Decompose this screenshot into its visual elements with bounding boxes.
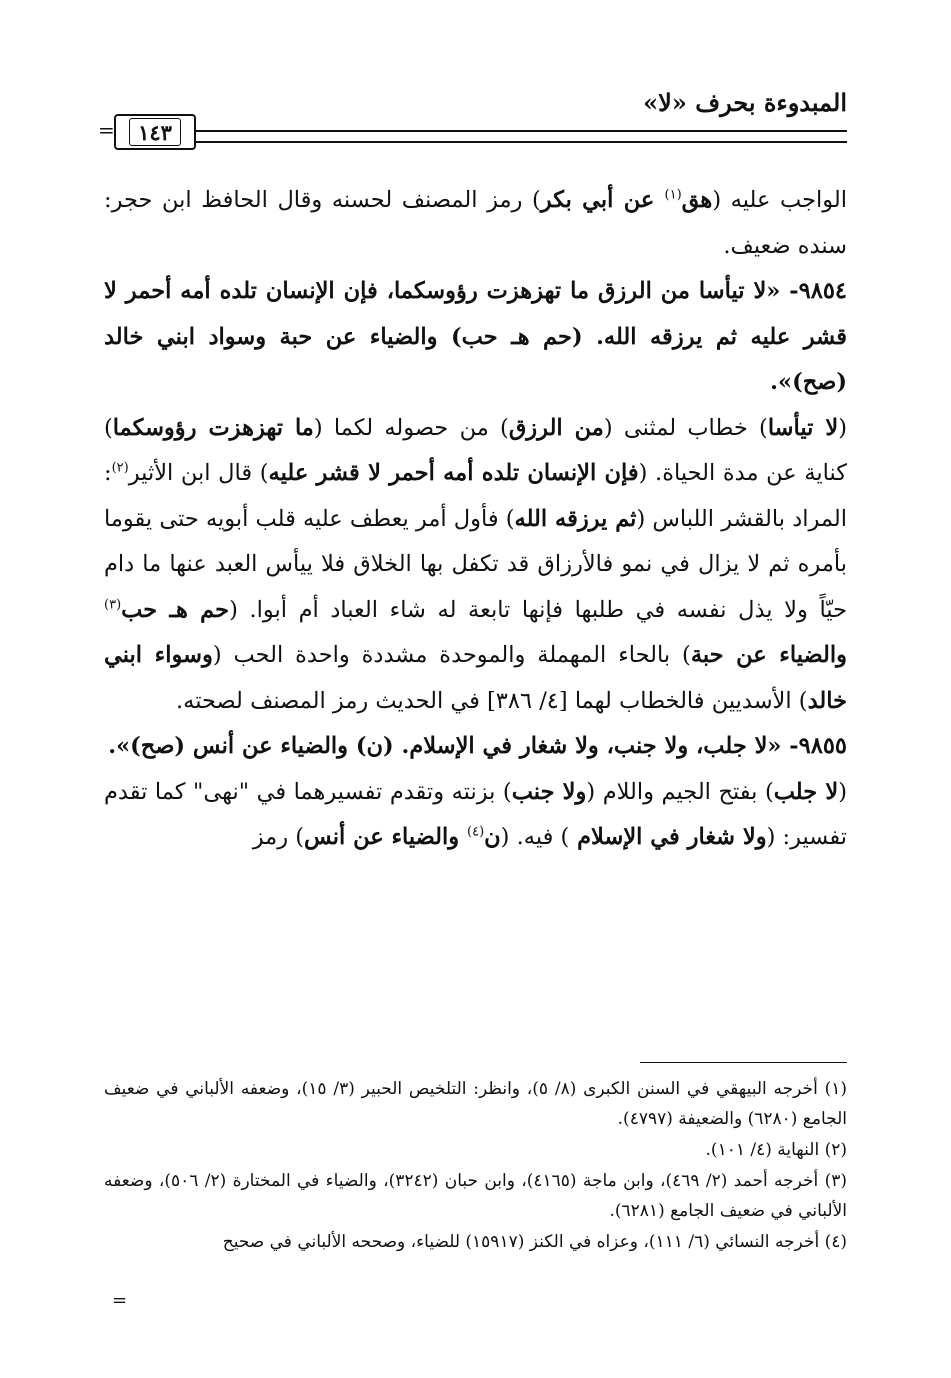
bold-run: هق: [681, 187, 713, 213]
main-text: [104, 178, 847, 861]
page-number: ١٤٣: [129, 118, 181, 146]
text-run: (: [838, 414, 848, 441]
text-run: (: [838, 778, 847, 805]
header-rule: [195, 130, 847, 143]
bold-run: والضياء عن أنس: [304, 824, 467, 850]
continuation-mark: =: [112, 1290, 128, 1311]
text-run: ) الأسديين فالخطاب لهما [٤/ ٣٨٦] في الحديث رمز المصنف لصحته.: [176, 687, 808, 714]
text-run: ) خطاب لمثنى (: [603, 414, 768, 441]
text-run: ) بفتح الجيم واللام (: [586, 778, 774, 805]
footnote-1: (١) أخرجه البيهقي في السنن الكبرى (٨/ ٥)، وانظر: التلخيص الحبير (٣/ ١٥)، وضعفه الألباني في ضعيف الجامع (٦٢٨٠) والضعيفة (٤٧٩٧).: [104, 1079, 847, 1129]
hadith-text: ٩٨٥٥- «لا جلب، ولا جنب، ولا شغار في الإسلام. (ن) والضياء عن أنس (صح)».: [108, 733, 847, 759]
footnote-2: (٢) النهاية (٤/ ١٠١).: [705, 1140, 847, 1160]
footnote-separator: [640, 1062, 847, 1063]
text-run: ) قال ابن الأثير: [128, 460, 269, 486]
hadith-text: ٩٨٥٤- «لا تيأسا من الرزق ما تهزهزت رؤوسكما، فإن الإنسان تلده أمه أحمر لا قشر عليه ثم يرزقه الله. (حم هـ حب) والضياء عن حبة وسواد ابني خالد (صح)».: [104, 278, 847, 395]
text-run: ) بالحاء المهملة والموحدة مشددة واحدة الحب (: [212, 642, 691, 668]
bold-run: ثم يرزقه الله: [514, 505, 637, 532]
bold-run: والضياء عن حبة: [690, 642, 847, 668]
text-run: ) بزنته وتقدم تفسيرهما في "نهى" كما تقدم تفسير: (: [104, 778, 847, 850]
footnote-ref-4: (٤): [467, 824, 485, 840]
bold-run: ولا جنب: [511, 778, 587, 805]
commentary-9854: [104, 406, 847, 725]
hadith-9854: [104, 269, 847, 406]
text-run: ) فأول أمر يعطف عليه قلب أبويه حتى يقوما بأمره ثم لا يزال في نمو فالأرزاق قد تكفل بها الخلاق فلا ييأس العبد عنها ما دام حيّاً ولا يذل نفسه في طلبها فإنها تابعة له شاء العباد أم أبوا. (: [104, 505, 847, 623]
footnote-ref-1: (١): [664, 187, 682, 203]
page-mark-left: =: [98, 118, 115, 142]
text-run: ) رمز: [252, 824, 305, 850]
bold-run: وسواء ابني خالد: [104, 642, 847, 714]
footnotes: [104, 1074, 847, 1258]
bold-run: لا تيأسا: [767, 414, 839, 441]
bold-run: فإن الإنسان تلده أمه أحمر لا قشر عليه: [268, 460, 639, 486]
bold-run: عن أبي بكر: [540, 187, 665, 213]
footnote-3: (٣) أخرجه أحمد (٢/ ٤٦٩)، وابن ماجة (٤١٦٥)، وابن حبان (٣٢٤٢)، والضياء في المختارة (٢/ ٥٠٦)، وضعفه الألباني في ضعيف الجامع (٦٢٨١).: [104, 1171, 847, 1221]
footnote-ref-2: (٢): [111, 460, 129, 476]
text-run: ) من حصوله لكما (: [313, 414, 509, 441]
page-number-frame: [114, 114, 196, 150]
paragraph-1: [104, 178, 847, 269]
text-run: : المراد بالقشر اللباس (: [104, 460, 847, 532]
bold-run: لا جلب: [773, 778, 839, 805]
footnote-ref-3: (٣): [104, 597, 122, 612]
bold-run: ن: [484, 824, 501, 850]
bold-run: ولا شغار في الإسلام: [569, 824, 767, 850]
text-run: ) فيه. (: [500, 824, 570, 850]
text-run: ) كناية عن مدة الحياة. (: [104, 414, 847, 486]
bold-run: ما تهزهزت رؤوسكما: [112, 414, 314, 441]
commentary-9855: [104, 770, 847, 861]
bold-run: حم هـ حب: [121, 596, 230, 623]
running-title: المبدوءة بحرف «لا»: [643, 88, 847, 117]
hadith-9855: [104, 724, 847, 770]
text-run: ) رمز المصنف لحسنه وقال الحافظ ابن حجر: سنده ضعيف.: [104, 187, 847, 259]
footnote-4: (٤) أخرجه النسائي (٦/ ١١١)، وعزاه في الكنز (١٥٩١٧) للضياء، وصححه الألباني في صحيح: [222, 1232, 847, 1252]
text-run: الواجب عليه (: [712, 187, 847, 213]
bold-run: من الرزق: [508, 414, 604, 441]
